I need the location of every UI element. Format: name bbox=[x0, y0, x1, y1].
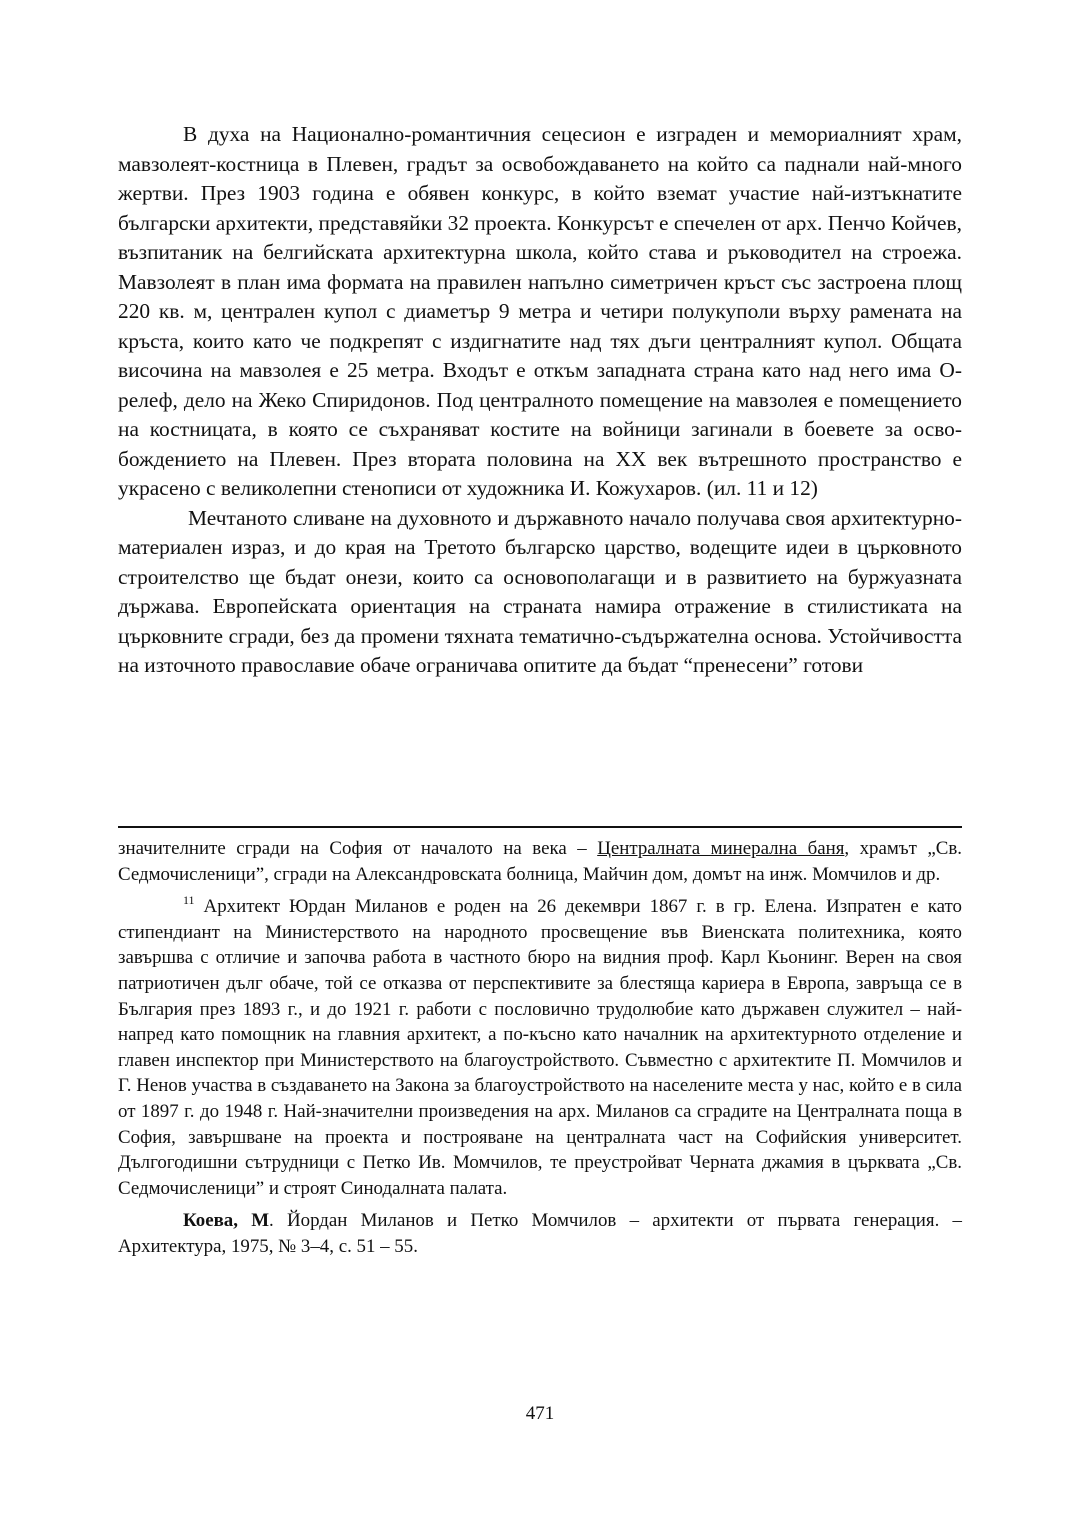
footnote-11 bbox=[118, 894, 962, 1201]
main-text bbox=[118, 120, 962, 681]
footnote-separator bbox=[118, 826, 962, 828]
footnote-continuation bbox=[118, 836, 962, 887]
footnote-underlined-link: Централната минерална баня bbox=[597, 838, 845, 859]
footnote-11-text: Архитект Юрдан Миланов е роден на 26 декември 1867 г. в гр. Елена. Изпратен е като стипендиант на Министерството на народното просвещение във Виенската политехника, която завършва с отличие и започва работа в частното бюро на видния проф. Карл Кьонинг. Верен на своя патриотичен дълг обаче, той се отказва от перспективите за блестяща кариера в Европа, завръща се в България през 1893 г., и до 1921 г. работи с пословично трудолюбие като държавен служител – най-напред като помощник на главния архитект, а по-късно като началник на архитектурното отделение и главен инспектор при Министерството на благоустройството. Съвместно с архитектите П. Момчилов и Г. Ненов участва в създаването на Закона за благоустройството на населените места у нас, който е в сила от 1897 г. до 1948 г. Най-значителни произведения на арх. Миланов са сградите на Централната поща в София, завършване на проекта и построяване на централната част на Софийския университет. Дългогодишни сътрудници с Петко Ив. Момчилов, те преустройват Черната джамия в църквата „Св. Седмочисленици” и строят Синодалната палата. bbox=[118, 896, 962, 1199]
footnote-reference bbox=[118, 1208, 962, 1259]
footnote-continuation-start: значителните сгради на София от началото на века – bbox=[118, 838, 598, 859]
footnote-marker: 11 bbox=[183, 893, 195, 908]
reference-author: Коева, М bbox=[183, 1210, 270, 1232]
footnote-continuation-end: , храмът „Св. Седмочисленици”, сгради на Александровската болница, Майчин дом, домът на инж. Момчилов и др. bbox=[118, 838, 962, 885]
page-number: 471 bbox=[525, 1403, 555, 1424]
footnotes bbox=[118, 836, 962, 1260]
paragraph-mausoleum: В духа на Национално-романтичния сецесион е изграден и мемориалният храм, мавзолеят-костница в Плевен, градът за освобождаването на който са паднали най-много жертви. През 1903 година е обявен конкурс, в който вземат участие най-изтъкнатите български архитекти, представяйки 32 проекта. Конкурсът е спечелен от арх. Пенчо Койчев, възпитаник на белгийската архитектурна школа, който става и ръководител на строежа. Мавзолеят в план има формата на правилен напълно симетричен кръст със застроена площ 220 кв. м, централен купол с диаметър 9 метра и четири полукуполи върху рамената на кръста, които като че подкрепят с издигнатите над тях дъги централният купол. Общата височина на мавзолея е 25 метра. Входът е откъм западната страна като над него има О-релеф, дело на Жеко Спиридонов. Под централното помещение на мавзолея е помещението на костницата, в която се съхраняват костите на войници загинали в боевете за освобождението на Плевен. През втората половина на ХХ век вътрешното пространство е украсено с великолепни стенописи от художника И. Кожухаров. (ил. 11 и 12) bbox=[118, 122, 962, 500]
paragraph-church-architecture: Мечтаното сливане на духовното и държавното начало получава своя архитектурно-материален израз, и до края на Третото българско царство, водещите идеи в църковното строителство ще бъдат онези, които са основополагащи и в развитието на буржуазната държава. Европейската ориентация на страната намира отражение в стилистиката на църковните сгради, без да промени тяхната тематично-съдържателна основа. Устойчивостта на източното православие обаче ограничава опитите да бъдат “пренесени” готови bbox=[118, 505, 962, 677]
reference-text: . Йордан Миланов и Петко Момчилов – архитекти от първата генерация. – Архитектура, 1975, № 3–4, с. 51 – 55. bbox=[118, 1210, 962, 1257]
